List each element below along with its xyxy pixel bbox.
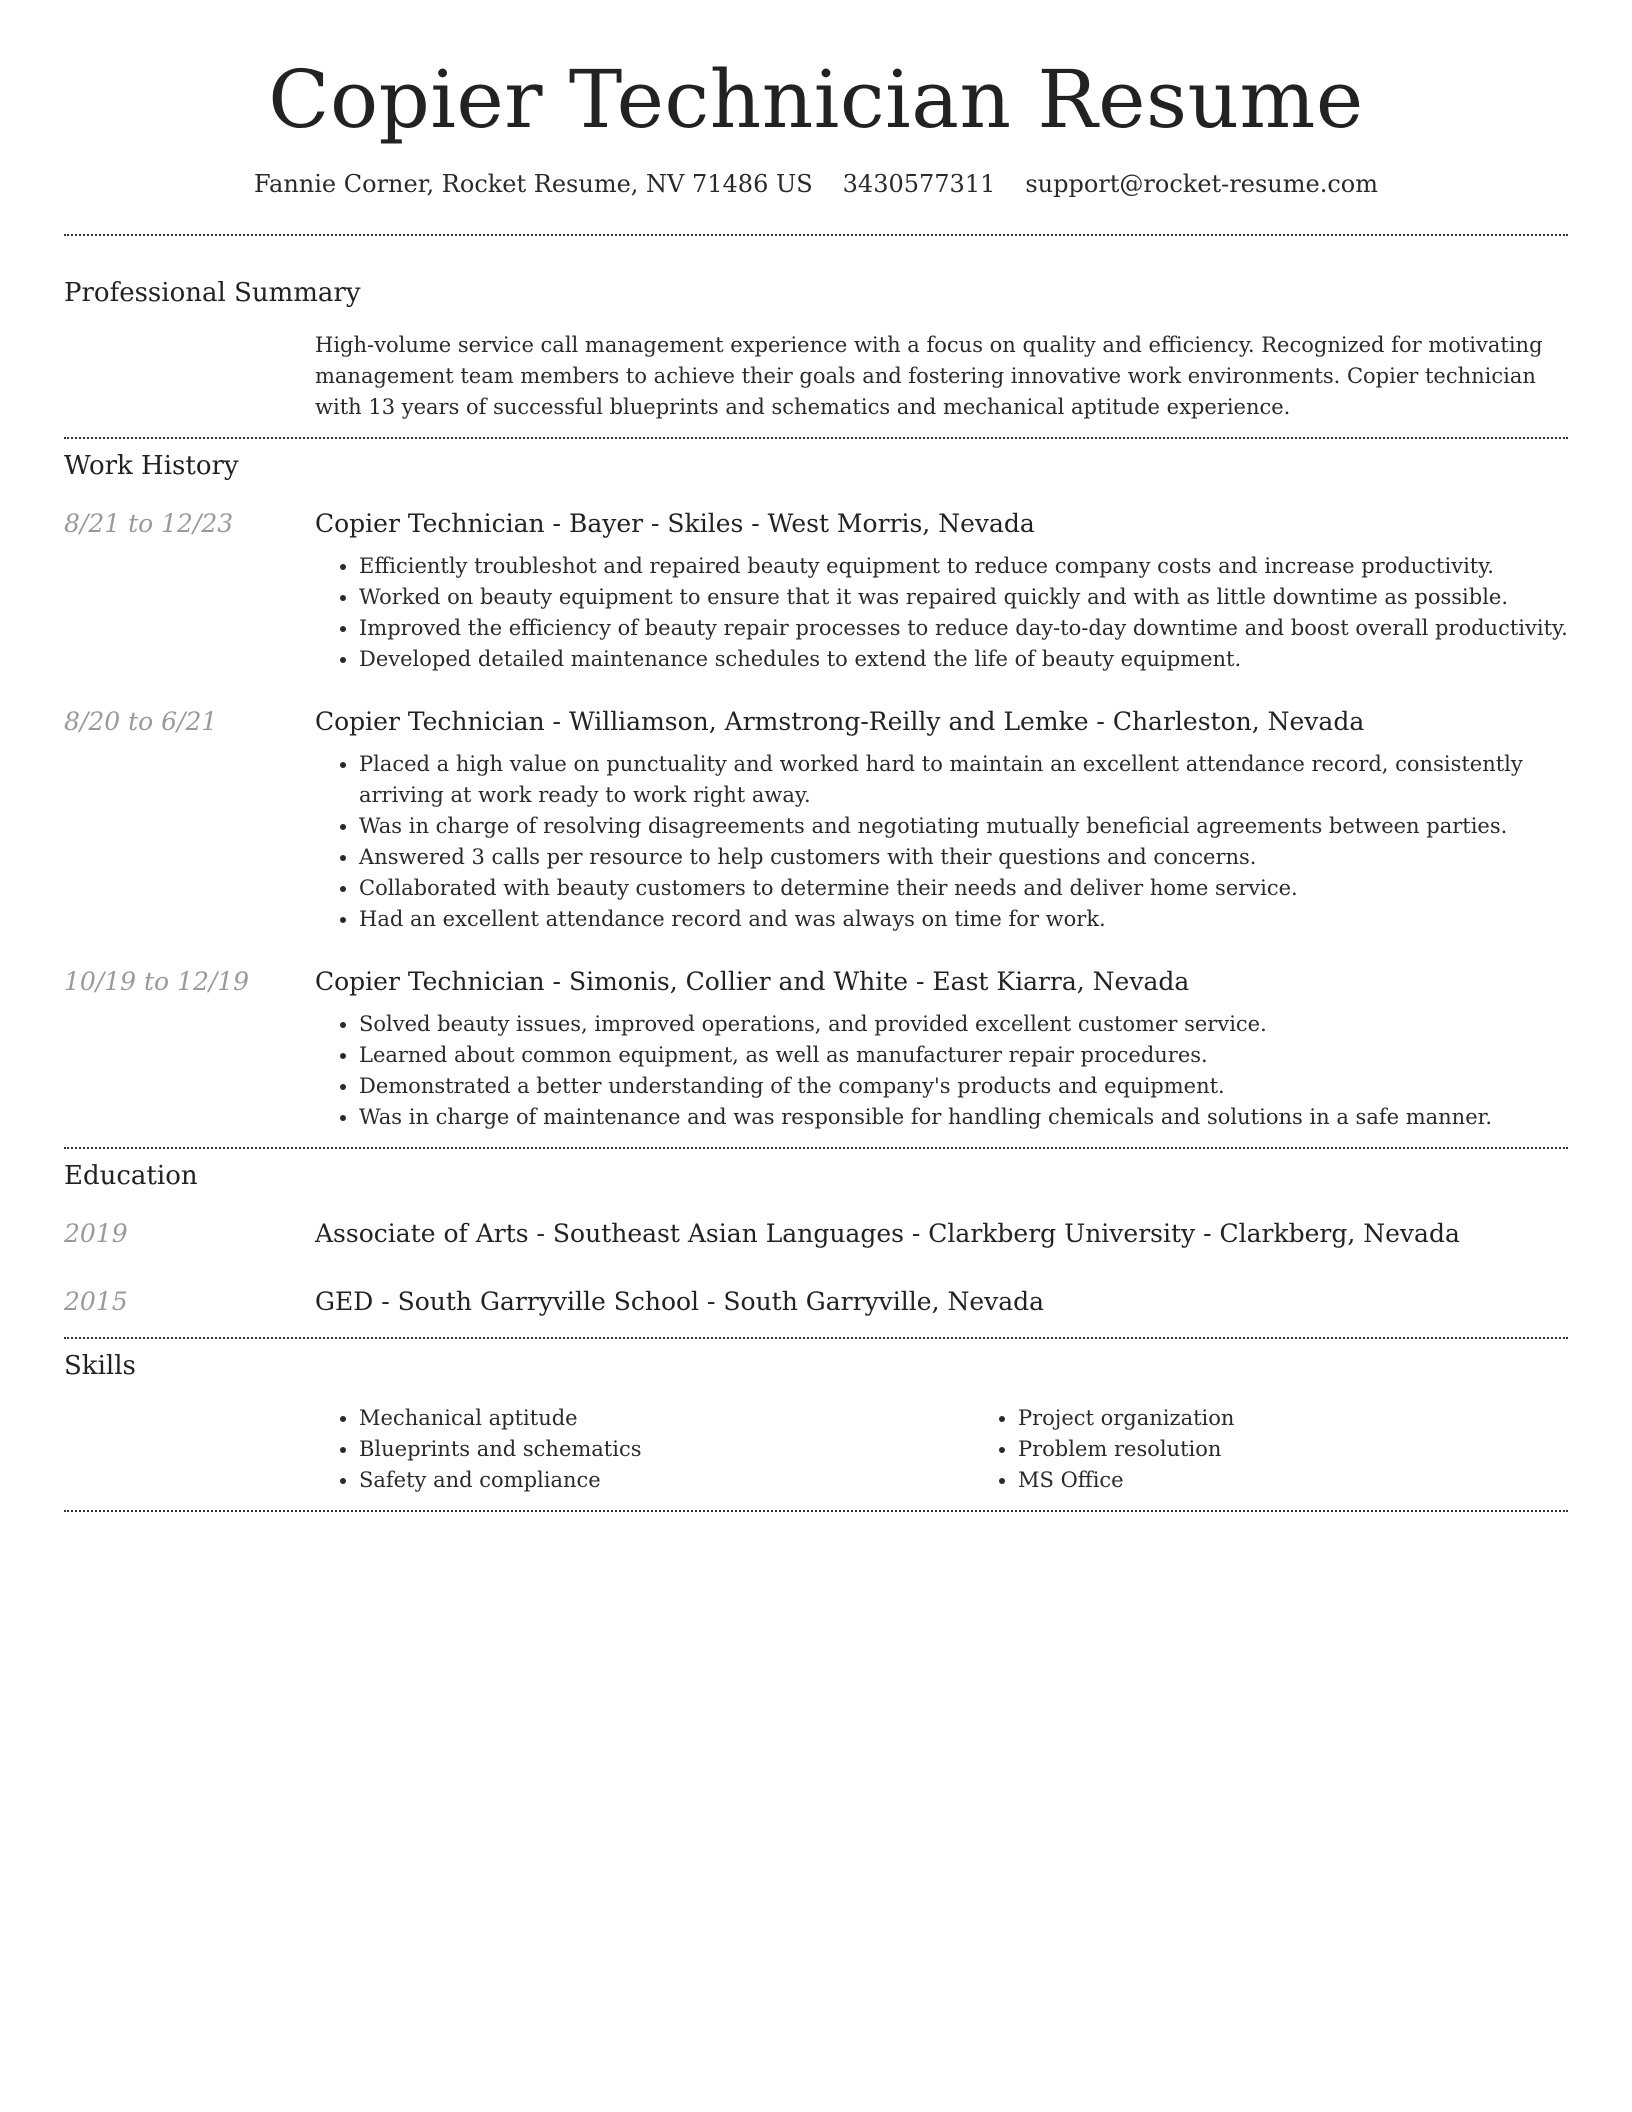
skills-list-right [974, 1403, 1632, 1496]
contact-line [64, 168, 1568, 200]
skills-list-left [315, 1403, 974, 1496]
list-item: • Problem resolution [1018, 1434, 1632, 1465]
list-item: • Demonstrated a better understanding of the company's products and equipment. [359, 1071, 1568, 1102]
job-entry [64, 965, 1568, 1133]
skills-grid [315, 1403, 1632, 1496]
summary-heading: Professional Summary [64, 278, 361, 308]
education-text: GED - South Garryville School - South Garryville, Nevada [315, 1287, 1045, 1316]
contact-email: support@rocket-resume.com [1025, 170, 1378, 198]
summary-row [64, 330, 1568, 423]
list-item: • Placed a high value on punctuality and worked hard to maintain an excellent attendance record, consistently arriving at work ready to work right away. [359, 749, 1568, 811]
job-dates: 8/20 to 6/21 [64, 707, 218, 736]
work-history-heading: Work History [64, 451, 239, 481]
list-item: • Improved the efficiency of beauty repair processes to reduce day-to-day downtime and boost overall productivity. [359, 613, 1568, 644]
skills-heading: Skills [64, 1351, 136, 1381]
contact-address: Fannie Corner, Rocket Resume, NV 71486 US [254, 170, 813, 198]
job-entry [64, 705, 1568, 935]
resume-title: Copier Technician Resume [268, 53, 1364, 146]
section-divider [64, 1337, 1568, 1339]
education-year: 2015 [64, 1287, 128, 1316]
education-entry [64, 1217, 1568, 1251]
education-entry [64, 1285, 1568, 1319]
list-item: • Developed detailed maintenance schedules to extend the life of beauty equipment. [359, 644, 1568, 675]
list-item: • Blueprints and schematics [359, 1434, 974, 1465]
skills-row [64, 1403, 1568, 1496]
list-item: • Safety and compliance [359, 1465, 974, 1496]
section-divider [64, 234, 1568, 236]
job-dates: 10/19 to 12/19 [64, 967, 250, 996]
job-bullets [315, 551, 1568, 675]
list-item: • Project organization [1018, 1403, 1632, 1434]
resume-page [64, 0, 1568, 1512]
summary-text: High-volume service call management experience with a focus on quality and efficiency. Recognized for motivating management team members to achieve their goals and fostering innovative work environments. Copier technician with 13 years of successful blueprints and schematics and mechanical aptitude experience. [315, 333, 1543, 419]
job-bullets [315, 749, 1568, 935]
job-title: Copier Technician - Williamson, Armstrong-Reilly and Lemke - Charleston, Nevada [315, 707, 1365, 736]
job-title: Copier Technician - Bayer - Skiles - West Morris, Nevada [315, 509, 1035, 538]
section-divider [64, 437, 1568, 439]
list-item: • Was in charge of resolving disagreements and negotiating mutually beneficial agreements between parties. [359, 811, 1568, 842]
education-year: 2019 [64, 1219, 128, 1248]
job-entry [64, 507, 1568, 675]
list-item: • Learned about common equipment, as well as manufacturer repair procedures. [359, 1040, 1568, 1071]
list-item: • Mechanical aptitude [359, 1403, 974, 1434]
contact-phone: 3430577311 [842, 170, 996, 198]
job-dates: 8/21 to 12/23 [64, 509, 234, 538]
education-text: Associate of Arts - Southeast Asian Languages - Clarkberg University - Clarkberg, Nevada [315, 1219, 1460, 1248]
education-heading: Education [64, 1161, 198, 1191]
section-divider [64, 1510, 1568, 1512]
list-item: • Collaborated with beauty customers to determine their needs and deliver home service. [359, 873, 1568, 904]
section-divider [64, 1147, 1568, 1149]
list-item: • Efficiently troubleshot and repaired beauty equipment to reduce company costs and increase productivity. [359, 551, 1568, 582]
list-item: • Had an excellent attendance record and was always on time for work. [359, 904, 1568, 935]
job-title: Copier Technician - Simonis, Collier and White - East Kiarra, Nevada [315, 967, 1190, 996]
list-item: • MS Office [1018, 1465, 1632, 1496]
list-item: • Worked on beauty equipment to ensure that it was repaired quickly and with as little downtime as possible. [359, 582, 1568, 613]
list-item: • Solved beauty issues, improved operations, and provided excellent customer service. [359, 1009, 1568, 1040]
list-item: • Was in charge of maintenance and was responsible for handling chemicals and solutions in a safe manner. [359, 1102, 1568, 1133]
job-bullets [315, 1009, 1568, 1133]
list-item: • Answered 3 calls per resource to help customers with their questions and concerns. [359, 842, 1568, 873]
